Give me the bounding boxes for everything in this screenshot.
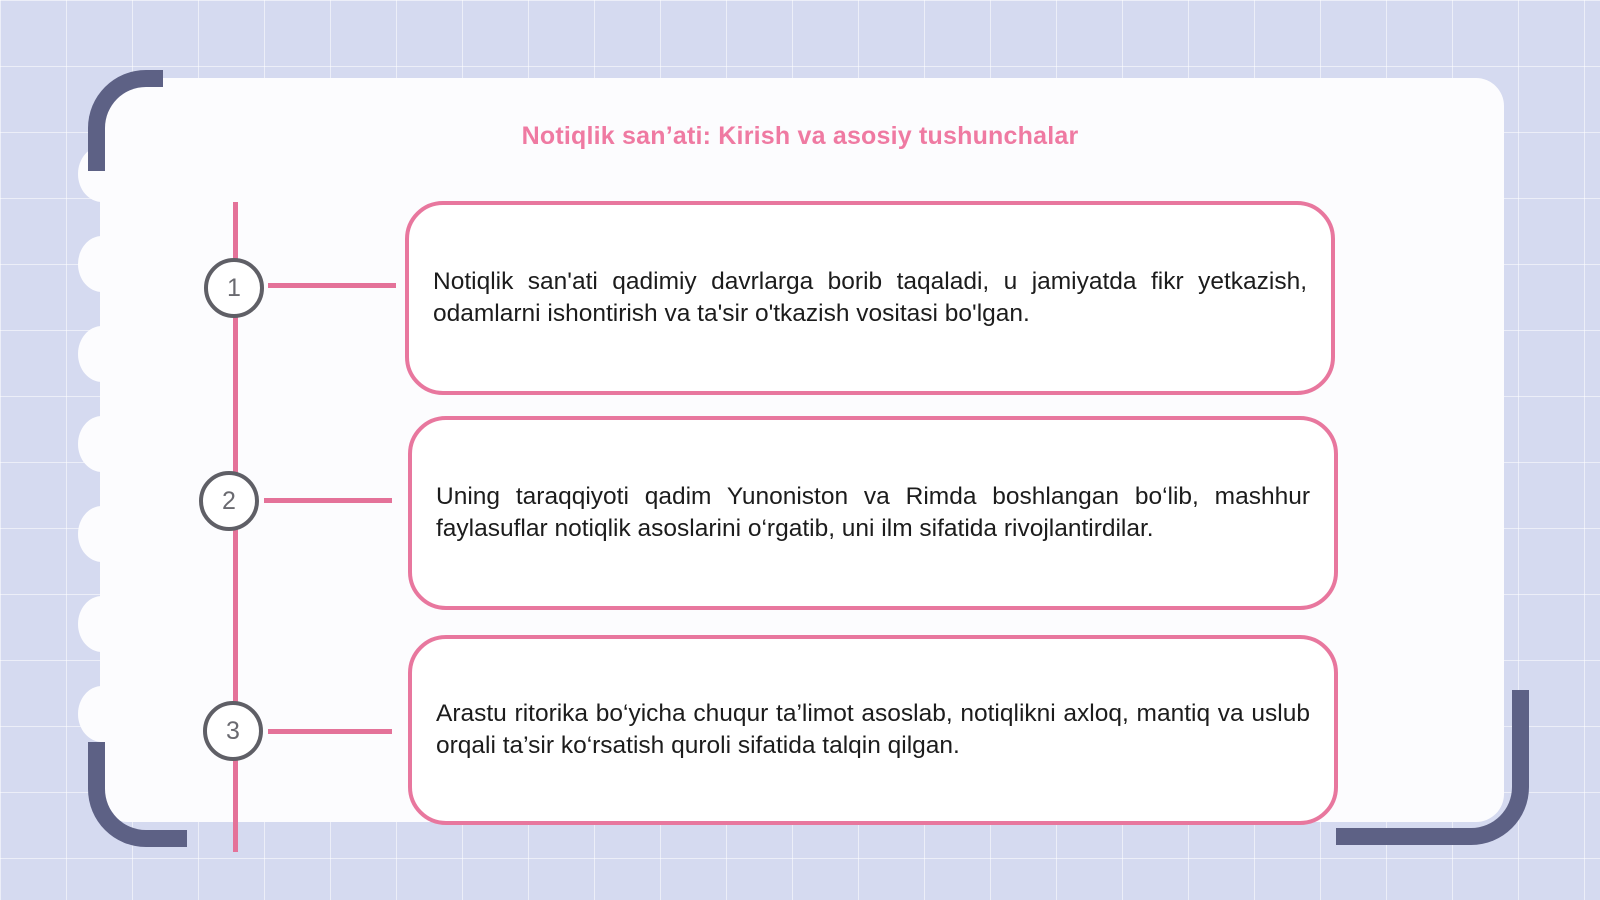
timeline-connector [268,283,396,288]
step-number: 3 [226,716,240,745]
frame-corner-top-left [88,70,163,171]
slide-title: Notiqlik san’ati: Kirish va asosiy tushunchalar [521,122,1079,150]
timeline-card-2 [408,416,1338,610]
card-text: Notiqlik san'ati qadimiy davrlarga borib taqaladi, u jamiyatda fikr yetkazish, odamlarni ishontirish va ta'sir o'tkazish vositasi bo'lgan. [433,268,1307,327]
frame-corner-bottom-left [88,742,187,847]
paper-scallop [78,506,126,562]
timeline-card-1 [405,201,1335,395]
card-text: Arastu ritorika bo‘yicha chuqur ta’limot asoslab, notiqlikni axloq, mantiq va uslub orqali ta’sir ko‘rsatish quroli sifatida talqin qilgan. [436,700,1310,759]
timeline-connector [264,498,392,503]
timeline-connector [268,729,392,734]
paper-scallop [78,236,126,292]
step-number: 2 [222,486,236,515]
timeline-step-1 [204,258,264,318]
paper-scallop [78,326,126,382]
timeline-step-3 [203,701,263,761]
timeline-card-3 [408,635,1338,825]
paper-scallop [78,686,126,742]
timeline-step-2 [199,471,259,531]
frame-corner-bottom-right [1336,690,1529,845]
paper-scallop [78,416,126,472]
step-number: 1 [227,273,241,302]
card-text: Uning taraqqiyoti qadim Yunoniston va Rimda boshlangan bo‘lib, mashhur faylasuflar notiqlik asoslarini o‘rgatib, uni ilm sifatida rivojlantirdilar. [436,483,1310,542]
paper-scallop [78,596,126,652]
